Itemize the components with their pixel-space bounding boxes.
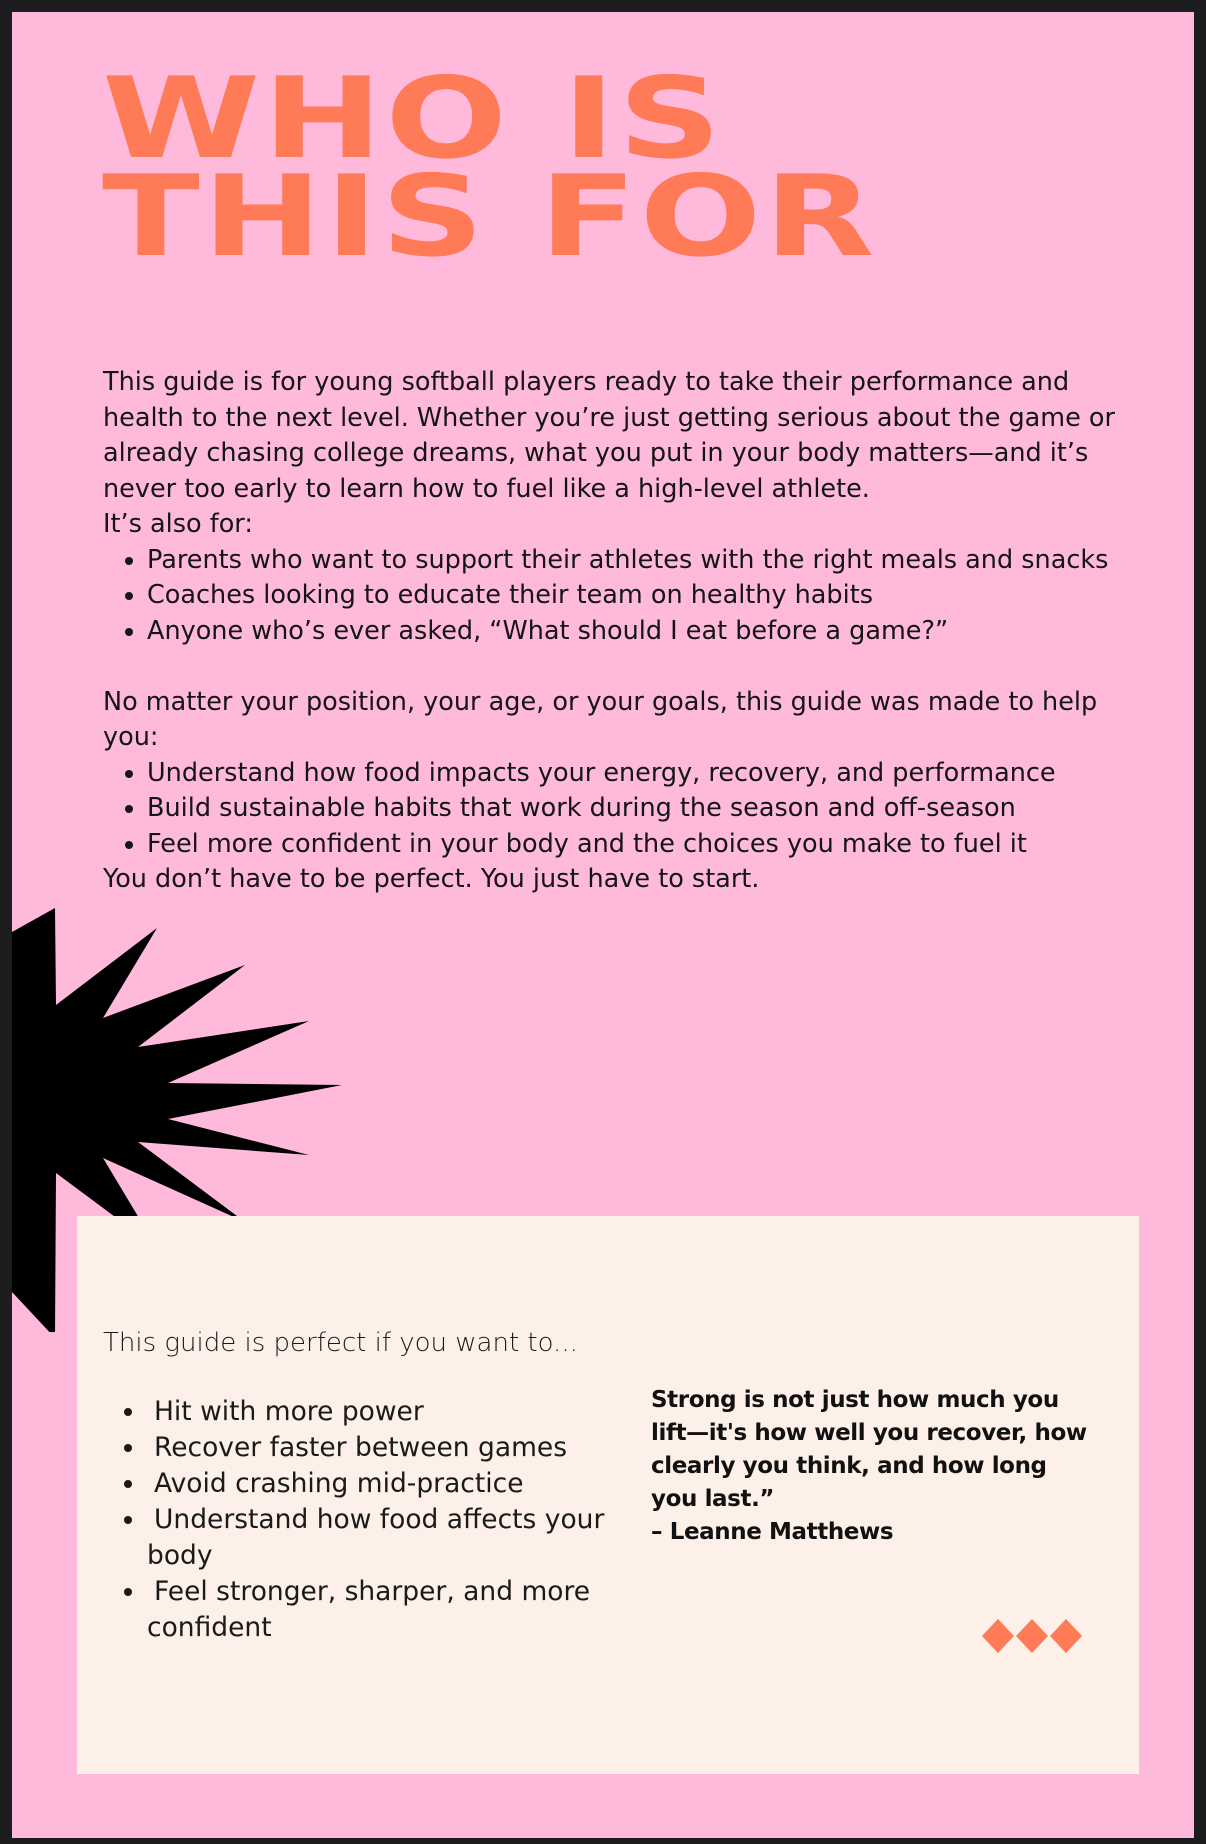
quote-attribution: – Leanne Matthews <box>651 1519 894 1545</box>
spacer <box>103 649 1133 685</box>
page-title <box>102 54 877 282</box>
list-item: • Parents who want to support their athletes with the right meals and snacks <box>147 543 1133 579</box>
list-item-text: Hit with more power <box>154 1396 424 1427</box>
list-item-text: Avoid crashing mid-practice <box>154 1468 524 1499</box>
list-item-text: Recover faster between games <box>154 1432 568 1463</box>
also-for-label: It’s also for: <box>103 509 253 539</box>
list-item <box>147 1574 667 1646</box>
list-item: • Build sustainable habits that work during the season and off-season <box>147 791 1133 827</box>
diamond-row-icon <box>982 1616 1082 1656</box>
list-item-text: Understand how food affects your body <box>147 1504 605 1571</box>
help-list <box>103 756 1133 863</box>
intro-section <box>103 365 1133 898</box>
title-line-1: WHO IS <box>102 54 724 184</box>
benefits-card <box>77 1216 1139 1774</box>
list-item <box>147 1502 667 1574</box>
list-item <box>147 1430 667 1466</box>
closing-line: You don’t have to be perfect. You just have to start. <box>103 864 760 894</box>
list-item: • Anyone who’s ever asked, “What should I eat before a game?” <box>147 614 1133 650</box>
quote-block <box>651 1384 1091 1549</box>
list-item-text: Feel stronger, sharper, and more confident <box>147 1576 591 1643</box>
card-intro: This guide is perfect if you want to... <box>103 1328 578 1358</box>
benefits-list <box>103 1394 667 1646</box>
list-item <box>147 1466 667 1502</box>
title-line-2: THIS FOR <box>102 152 877 282</box>
quote-text: Strong is not just how much you lift—it's how well you recover, how clearly you think, and how long you last.” <box>651 1387 1087 1512</box>
list-item: • Coaches looking to educate their team on healthy habits <box>147 578 1133 614</box>
list-item: • Understand how food impacts your energy, recovery, and performance <box>147 756 1133 792</box>
also-for-list <box>103 543 1133 650</box>
intro-paragraph: This guide is for young softball players ready to take their performance and health to the next level. Whether you’re just getting serious about the game or already chasing college dreams, what you put in your body matters—and it’s never too early to learn how to fuel like a high-level athlete. <box>103 367 1116 504</box>
help-label: No matter your position, your age, or your goals, this guide was made to help you: <box>103 686 1098 752</box>
list-item <box>147 1394 667 1430</box>
list-item: • Feel more confident in your body and the choices you make to fuel it <box>147 827 1133 863</box>
page <box>12 12 1194 1838</box>
